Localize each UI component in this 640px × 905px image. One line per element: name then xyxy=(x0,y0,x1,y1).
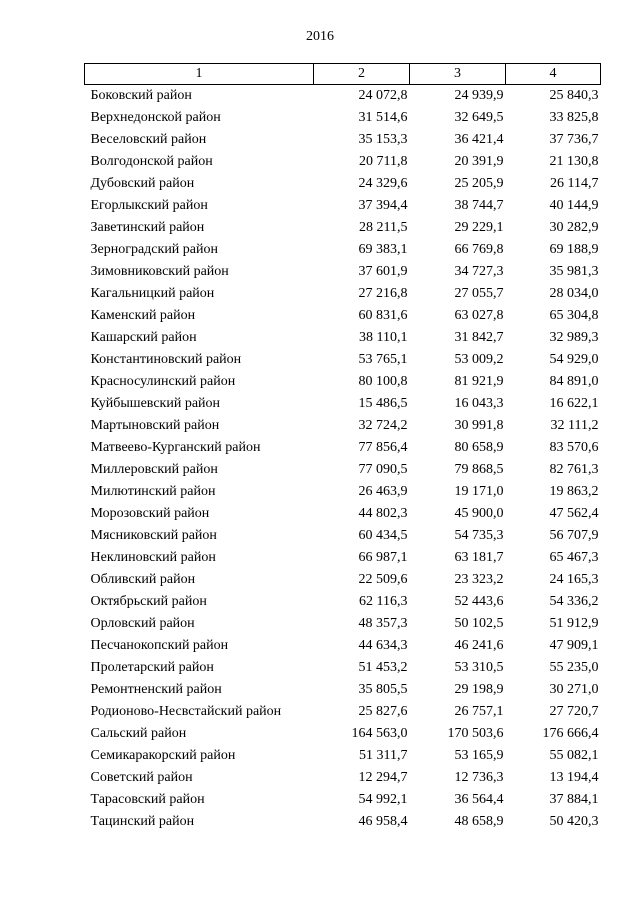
value-cell: 24 939,9 xyxy=(454,88,504,103)
table-row xyxy=(85,239,601,261)
value-cell: 31 514,6 xyxy=(358,110,408,125)
column-header: 3 xyxy=(410,64,506,85)
value-cell: 27 055,7 xyxy=(454,286,504,301)
value-cell: 55 082,1 xyxy=(549,748,599,763)
value-cell: 25 205,9 xyxy=(454,176,504,191)
value-cell: 47 909,1 xyxy=(549,638,599,653)
table-row xyxy=(85,481,601,503)
value-cell: 19 171,0 xyxy=(454,484,504,499)
district-name-cell: Зимовниковский район xyxy=(90,264,229,279)
table-row xyxy=(85,723,601,745)
value-cell: 84 891,0 xyxy=(549,374,599,389)
table-row xyxy=(85,173,601,195)
value-cell: 24 329,6 xyxy=(358,176,408,191)
page-number: 2016 xyxy=(306,29,334,44)
district-name-cell: Семикаракорский район xyxy=(90,748,236,763)
value-cell: 77 856,4 xyxy=(358,440,408,455)
value-cell: 53 765,1 xyxy=(358,352,408,367)
value-cell: 48 357,3 xyxy=(358,616,408,631)
value-cell: 27 720,7 xyxy=(549,704,599,719)
table-row xyxy=(85,151,601,173)
value-cell: 13 194,4 xyxy=(549,770,599,785)
value-cell: 54 735,3 xyxy=(454,528,504,543)
value-cell: 82 761,3 xyxy=(549,462,599,477)
district-name-cell: Зерноградский район xyxy=(90,242,218,257)
table-row xyxy=(85,393,601,415)
district-name-cell: Октябрьский район xyxy=(90,594,207,609)
table-row xyxy=(85,569,601,591)
value-cell: 24 165,3 xyxy=(549,572,599,587)
district-name-cell: Дубовский район xyxy=(90,176,195,191)
value-cell: 81 921,9 xyxy=(454,374,504,389)
value-cell: 53 009,2 xyxy=(454,352,504,367)
value-cell: 51 912,9 xyxy=(549,616,599,631)
value-cell: 47 562,4 xyxy=(549,506,599,521)
district-data-table xyxy=(84,63,601,833)
value-cell: 50 420,3 xyxy=(549,814,599,829)
table-row xyxy=(85,349,601,371)
table-row xyxy=(85,503,601,525)
value-cell: 23 323,2 xyxy=(454,572,504,587)
table-row xyxy=(85,107,601,129)
value-cell: 164 563,0 xyxy=(351,726,408,741)
district-name-cell: Кашарский район xyxy=(90,330,197,345)
value-cell: 26 757,1 xyxy=(454,704,504,719)
value-cell: 26 114,7 xyxy=(550,176,599,191)
value-cell: 50 102,5 xyxy=(454,616,504,631)
value-cell: 54 336,2 xyxy=(549,594,599,609)
value-cell: 12 736,3 xyxy=(454,770,504,785)
district-name-cell: Боковский район xyxy=(90,88,192,103)
value-cell: 35 981,3 xyxy=(549,264,599,279)
table-row xyxy=(85,591,601,613)
table-body xyxy=(85,85,601,834)
table-header-row xyxy=(85,64,601,85)
value-cell: 69 383,1 xyxy=(358,242,408,257)
value-cell: 19 863,2 xyxy=(549,484,599,499)
district-name-cell: Егорлыкский район xyxy=(90,198,208,213)
value-cell: 176 666,4 xyxy=(542,726,599,741)
table-row xyxy=(85,679,601,701)
district-name-cell: Матвеево-Курганский район xyxy=(90,440,261,455)
value-cell: 77 090,5 xyxy=(358,462,408,477)
value-cell: 30 991,8 xyxy=(454,418,504,433)
value-cell: 22 509,6 xyxy=(358,572,408,587)
column-header: 4 xyxy=(506,64,601,85)
district-name-cell: Советский район xyxy=(90,770,193,785)
value-cell: 66 987,1 xyxy=(358,550,408,565)
value-cell: 35 805,5 xyxy=(358,682,408,697)
value-cell: 60 831,6 xyxy=(358,308,408,323)
table-row xyxy=(85,195,601,217)
column-header: 2 xyxy=(314,64,410,85)
value-cell: 36 564,4 xyxy=(454,792,504,807)
table-row xyxy=(85,459,601,481)
table-row xyxy=(85,613,601,635)
table-row xyxy=(85,657,601,679)
district-name-cell: Неклиновский район xyxy=(90,550,216,565)
value-cell: 80 100,8 xyxy=(358,374,408,389)
value-cell: 25 840,3 xyxy=(549,88,599,103)
value-cell: 37 736,7 xyxy=(549,132,599,147)
value-cell: 80 658,9 xyxy=(454,440,504,455)
district-name-cell: Ремонтненский район xyxy=(90,682,222,697)
value-cell: 16 043,3 xyxy=(454,396,504,411)
value-cell: 33 825,8 xyxy=(549,110,599,125)
district-name-cell: Сальский район xyxy=(90,726,187,741)
value-cell: 44 802,3 xyxy=(358,506,408,521)
value-cell: 36 421,4 xyxy=(454,132,504,147)
district-name-cell: Обливский район xyxy=(90,572,196,587)
value-cell: 45 900,0 xyxy=(454,506,504,521)
table-row xyxy=(85,635,601,657)
value-cell: 170 503,6 xyxy=(447,726,504,741)
value-cell: 31 842,7 xyxy=(454,330,504,345)
district-name-cell: Миллеровский район xyxy=(90,462,218,477)
value-cell: 53 310,5 xyxy=(454,660,504,675)
value-cell: 44 634,3 xyxy=(358,638,408,653)
district-name-cell: Кагальницкий район xyxy=(90,286,215,301)
table-row xyxy=(85,371,601,393)
district-name-cell: Куйбышевский район xyxy=(90,396,221,411)
table-row xyxy=(85,525,601,547)
value-cell: 38 110,1 xyxy=(359,330,408,345)
table-row xyxy=(85,283,601,305)
value-cell: 56 707,9 xyxy=(549,528,599,543)
value-cell: 54 992,1 xyxy=(358,792,408,807)
district-name-cell: Тарасовский район xyxy=(90,792,205,807)
value-cell: 24 072,8 xyxy=(358,88,408,103)
value-cell: 32 649,5 xyxy=(454,110,504,125)
table-row xyxy=(85,305,601,327)
value-cell: 83 570,6 xyxy=(549,440,599,455)
column-header: 1 xyxy=(85,64,314,85)
value-cell: 46 958,4 xyxy=(358,814,408,829)
value-cell: 63 181,7 xyxy=(454,550,504,565)
value-cell: 27 216,8 xyxy=(358,286,408,301)
value-cell: 37 601,9 xyxy=(358,264,408,279)
table-row xyxy=(85,547,601,569)
value-cell: 66 769,8 xyxy=(454,242,504,257)
value-cell: 65 304,8 xyxy=(549,308,599,323)
table-row xyxy=(85,327,601,349)
table-row xyxy=(85,789,601,811)
value-cell: 30 282,9 xyxy=(549,220,599,235)
value-cell: 48 658,9 xyxy=(454,814,504,829)
value-cell: 16 622,1 xyxy=(549,396,599,411)
table-row xyxy=(85,811,601,833)
value-cell: 28 034,0 xyxy=(549,286,599,301)
value-cell: 32 111,2 xyxy=(550,418,599,433)
value-cell: 25 827,6 xyxy=(358,704,408,719)
district-name-cell: Мясниковский район xyxy=(90,528,217,543)
value-cell: 51 453,2 xyxy=(358,660,408,675)
district-name-cell: Родионово-Несвстайский район xyxy=(90,704,282,719)
value-cell: 60 434,5 xyxy=(358,528,408,543)
value-cell: 32 989,3 xyxy=(549,330,599,345)
district-name-cell: Пролетарский район xyxy=(90,660,214,675)
table-row xyxy=(85,129,601,151)
value-cell: 15 486,5 xyxy=(358,396,408,411)
table-row xyxy=(85,437,601,459)
district-name-cell: Каменский район xyxy=(90,308,196,323)
value-cell: 21 130,8 xyxy=(549,154,599,169)
district-name-cell: Милютинский район xyxy=(90,484,216,499)
table-row xyxy=(85,701,601,723)
value-cell: 79 868,5 xyxy=(454,462,504,477)
value-cell: 32 724,2 xyxy=(358,418,408,433)
district-name-cell: Красносулинский район xyxy=(90,374,236,389)
district-name-cell: Веселовский район xyxy=(90,132,207,147)
value-cell: 53 165,9 xyxy=(454,748,504,763)
value-cell: 37 884,1 xyxy=(549,792,599,807)
value-cell: 38 744,7 xyxy=(454,198,504,213)
value-cell: 30 271,0 xyxy=(549,682,599,697)
value-cell: 52 443,6 xyxy=(454,594,504,609)
district-name-cell: Константиновский район xyxy=(90,352,242,367)
value-cell: 29 198,9 xyxy=(454,682,504,697)
table-row xyxy=(85,217,601,239)
district-name-cell: Волгодонской район xyxy=(90,154,213,169)
district-name-cell: Морозовский район xyxy=(90,506,210,521)
value-cell: 62 116,3 xyxy=(359,594,408,609)
table-row xyxy=(85,745,601,767)
value-cell: 63 027,8 xyxy=(454,308,504,323)
table-row xyxy=(85,261,601,283)
value-cell: 37 394,4 xyxy=(358,198,408,213)
value-cell: 55 235,0 xyxy=(549,660,599,675)
district-name-cell: Орловский район xyxy=(90,616,195,631)
value-cell: 65 467,3 xyxy=(549,550,599,565)
value-cell: 28 211,5 xyxy=(359,220,408,235)
value-cell: 20 711,8 xyxy=(359,154,408,169)
district-name-cell: Тацинский район xyxy=(90,814,195,829)
value-cell: 51 311,7 xyxy=(359,748,408,763)
table-row xyxy=(85,767,601,789)
value-cell: 29 229,1 xyxy=(454,220,504,235)
district-name-cell: Мартыновский район xyxy=(90,418,220,433)
district-name-cell: Заветинский район xyxy=(90,220,205,235)
table-row xyxy=(85,85,601,108)
value-cell: 35 153,3 xyxy=(358,132,408,147)
value-cell: 40 144,9 xyxy=(549,198,599,213)
value-cell: 34 727,3 xyxy=(454,264,504,279)
value-cell: 20 391,9 xyxy=(454,154,504,169)
value-cell: 54 929,0 xyxy=(549,352,599,367)
table-row xyxy=(85,415,601,437)
value-cell: 46 241,6 xyxy=(454,638,504,653)
value-cell: 12 294,7 xyxy=(358,770,408,785)
value-cell: 26 463,9 xyxy=(358,484,408,499)
value-cell: 69 188,9 xyxy=(549,242,599,257)
district-name-cell: Верхнедонской район xyxy=(90,110,221,125)
district-name-cell: Песчанокопский район xyxy=(90,638,229,653)
